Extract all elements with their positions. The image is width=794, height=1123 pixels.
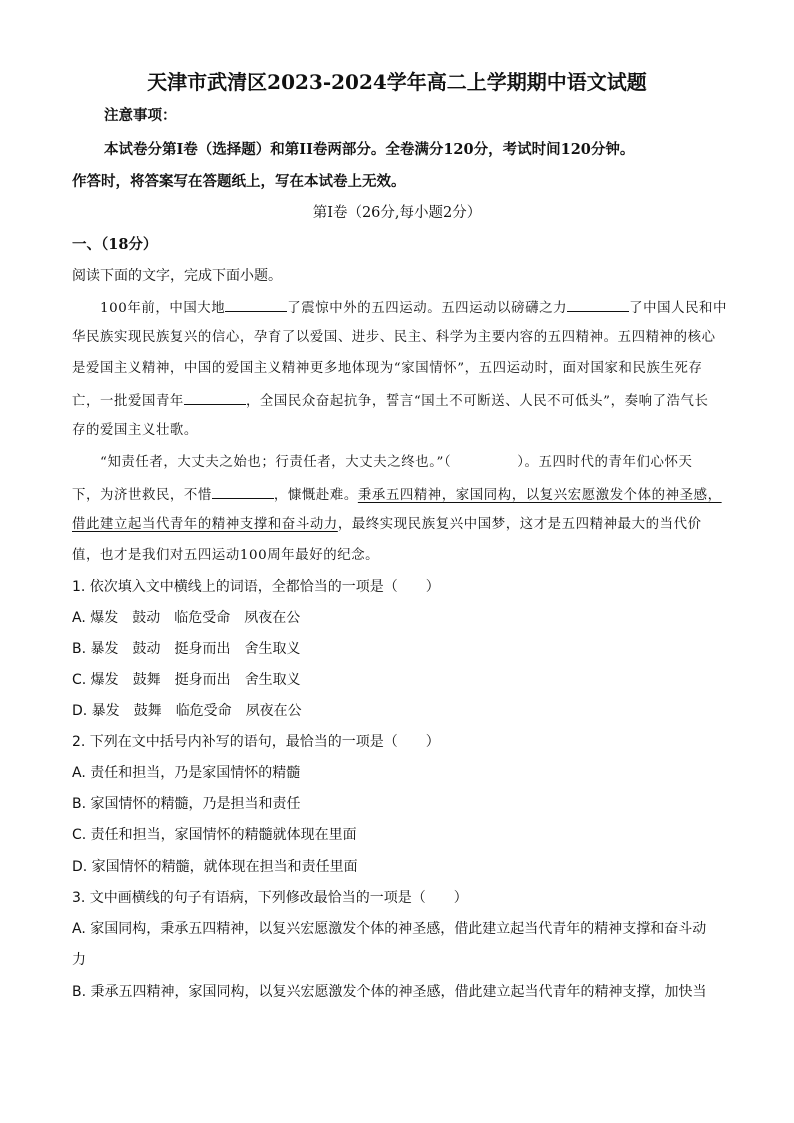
option-word: 临危受命 xyxy=(174,610,231,626)
option-word: 夙夜在公 xyxy=(244,610,301,626)
option-word: 舍生取义 xyxy=(244,641,301,657)
question-1-option-c[interactable] xyxy=(72,670,301,690)
part1-heading: 一、（18分） xyxy=(72,236,158,253)
option-word: A. 爆发 xyxy=(72,610,119,626)
option-word: 挺身而出 xyxy=(174,641,231,657)
question-3-option-a-continued[interactable]: 力 xyxy=(72,952,86,968)
passage-line xyxy=(100,297,727,319)
passage-line xyxy=(100,453,692,473)
fill-blank xyxy=(225,297,287,312)
option-word: 鼓舞 xyxy=(133,703,162,719)
option-word: 舍生取义 xyxy=(244,672,301,688)
part1-instruction: 阅读下面的文字，完成下面小题。 xyxy=(72,268,282,284)
passage-text: ，全国民众奋起抗争，誓言“国土不可断送、人民不可低头”，奏响了浩气长 xyxy=(245,394,709,409)
underlined-sentence: 借此建立起当代青年的精神支撑和奋斗动力 xyxy=(72,517,338,532)
notice-line-1: 本试卷分第Ⅰ卷（选择题）和第II卷两部分。全卷满分120分，考试时间120分钟。 xyxy=(104,141,635,158)
passage-text: ，慷慨赴难。 xyxy=(273,488,358,503)
option-word: 挺身而出 xyxy=(174,672,231,688)
passage-text: 了中国人民和中 xyxy=(629,301,728,316)
section-header: 第Ⅰ卷（26分,每小题2分） xyxy=(312,205,482,221)
passage-line xyxy=(72,515,702,535)
question-1-stem: 1. 依次填入文中横线上的词语，全都恰当的一项是（ ） xyxy=(72,579,440,595)
option-word: D. 暴发 xyxy=(72,703,120,719)
page-title: 天津市武清区2023-2024学年高二上学期期中语文试题 xyxy=(147,70,647,94)
question-2-option-c[interactable]: C. 责任和担当，家国情怀的精髓就体现在里面 xyxy=(72,827,357,843)
passage-line xyxy=(72,390,709,412)
passage-text: “知责任者，大丈夫之始也；行责任者，大丈夫之终也。”（ xyxy=(100,455,452,470)
fill-blank xyxy=(184,390,246,405)
option-word: 鼓动 xyxy=(132,641,161,657)
question-3-stem: 3. 文中画横线的句子有语病，下列修改最恰当的一项是（ ） xyxy=(72,890,468,906)
option-word: 夙夜在公 xyxy=(245,703,302,719)
passage-line: 存的爱国主义壮歌。 xyxy=(72,423,198,438)
passage-line: 值，也才是我们对五四运动100周年最好的纪念。 xyxy=(72,548,380,563)
underlined-sentence: 秉承五四精神，家国同构，以复兴宏愿激发个体的神圣感， xyxy=(357,488,722,503)
passage-text: 了震惊中外的五四运动。五四运动以磅礴之力 xyxy=(287,301,568,316)
option-word: 鼓动 xyxy=(132,610,161,626)
passage-text: ）。五四时代的青年们心怀天 xyxy=(517,455,693,470)
option-word: 临危受命 xyxy=(175,703,232,719)
passage-text: 下，为济世救民，不惜 xyxy=(72,488,212,503)
passage-text: ，最终实现民族复兴中国梦，这才是五四精神最大的当代价 xyxy=(337,517,702,532)
notice-line-2: 作答时，将答案写在答题纸上，写在本试卷上无效。 xyxy=(72,173,406,190)
question-2-option-b[interactable]: B. 家国情怀的精髓，乃是担当和责任 xyxy=(72,796,301,812)
question-1-option-d[interactable] xyxy=(72,701,302,721)
fill-blank xyxy=(212,484,274,499)
question-3-option-b[interactable]: B. 秉承五四精神，家国同构，以复兴宏愿激发个体的神圣感，借此建立起当代青年的精神支撑，加快当 xyxy=(72,984,707,1000)
passage-text: 亡，一批爱国青年 xyxy=(72,394,184,409)
passage-line: 是爱国主义精神，中国的爱国主义精神更多地体现为“家国情怀”，五四运动时，面对国家和民族生死存 xyxy=(72,361,703,376)
passage-line: 华民族实现民族复兴的信心，孕育了以爱国、进步、民主、科学为主要内容的五四精神。五四精神的核心 xyxy=(72,330,716,345)
option-word: C. 爆发 xyxy=(72,672,119,688)
question-1-option-b[interactable] xyxy=(72,639,301,659)
notice-heading: 注意事项： xyxy=(104,107,177,124)
question-2-option-a[interactable]: A. 责任和担当，乃是家国情怀的精髓 xyxy=(72,765,301,781)
question-2-stem: 2. 下列在文中括号内补写的语句，最恰当的一项是（ ） xyxy=(72,734,440,750)
question-2-option-d[interactable]: D. 家国情怀的精髓，就体现在担当和责任里面 xyxy=(72,859,358,875)
question-1-option-a[interactable] xyxy=(72,608,300,628)
option-word: B. 暴发 xyxy=(72,641,119,657)
option-word: 鼓舞 xyxy=(132,672,161,688)
passage-text: 100年前，中国大地 xyxy=(100,301,226,316)
question-3-option-a[interactable]: A. 家国同构，秉承五四精神，以复兴宏愿激发个体的神圣感，借此建立起当代青年的精神支撑和奋斗动 xyxy=(72,921,707,937)
passage-line xyxy=(72,484,722,506)
fill-blank xyxy=(567,297,629,312)
